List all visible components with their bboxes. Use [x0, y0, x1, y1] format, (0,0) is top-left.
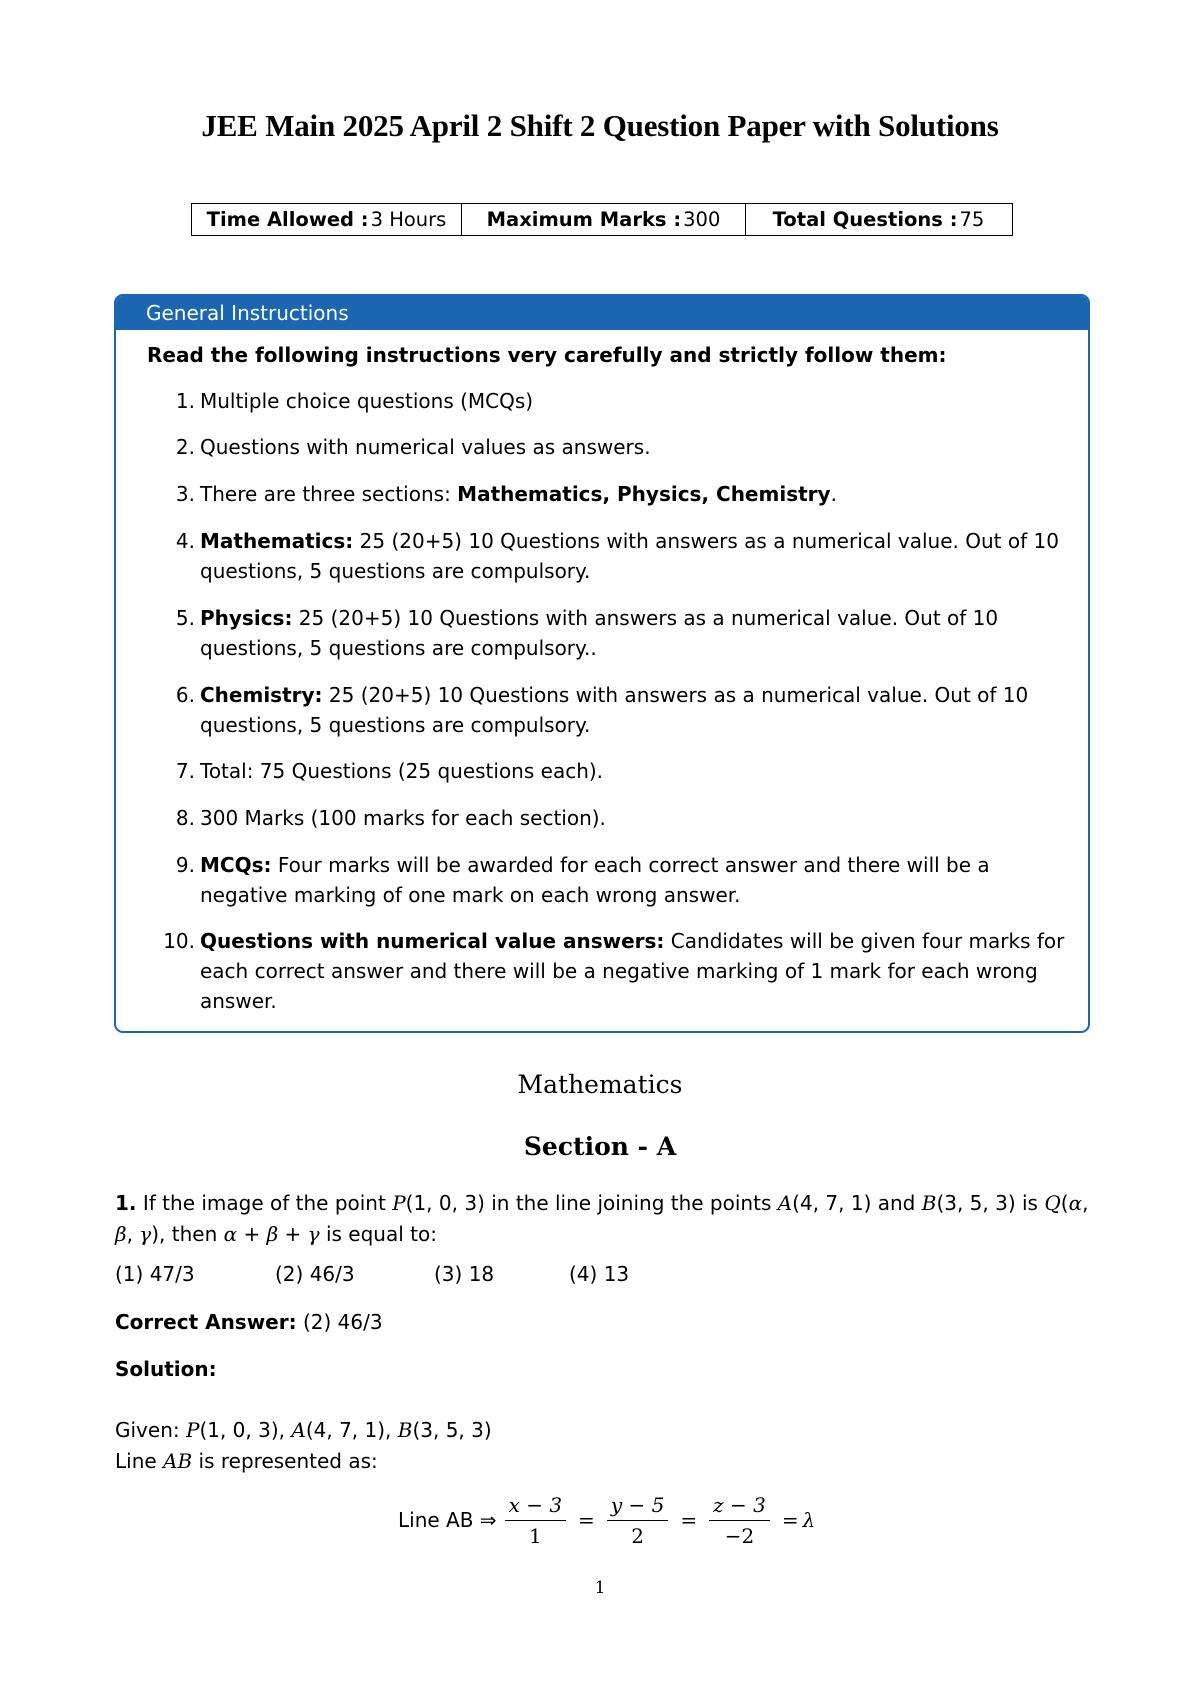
instruction-text: 25 (20+5) 10 Questions with answers as a numerical value. Out of 10 questions, 5 questions are compulsory.. — [200, 606, 999, 660]
correct-answer-value: (2) 46/3 — [302, 1310, 383, 1334]
instruction-text: 25 (20+5) 10 Questions with answers as a numerical value. Out of 10 questions, 5 questions are compulsory. — [200, 529, 1059, 583]
instruction-number: 8. — [175, 806, 195, 830]
instruction-bold: Physics: — [200, 606, 293, 630]
instruction-number: 7. — [175, 759, 195, 783]
instruction-bold: MCQs: — [200, 853, 272, 877]
instruction-number: 6. — [175, 683, 195, 707]
correct-answer-label: Correct Answer: — [115, 1310, 297, 1334]
instruction-item — [175, 680, 1080, 740]
instruction-item — [175, 850, 1080, 910]
general-instructions-box — [114, 294, 1090, 1033]
instruction-text: There are three sections: — [200, 482, 458, 506]
option-1: (1) 47/3 — [115, 1262, 195, 1286]
correct-answer — [115, 1310, 383, 1334]
page-number: 1 — [594, 1578, 606, 1598]
question-number: 1. — [115, 1191, 137, 1215]
instruction-item — [175, 803, 1080, 833]
instruction-number: 5. — [175, 606, 195, 630]
maximum-marks-value: 300 — [683, 208, 721, 231]
instruction-item — [163, 926, 1080, 1016]
line-equation: Line AB ⇒ $\frac{x - 3}{1}$ = $\frac{y - 5}{2}$ = $\frac{z - 3}{-2}$ = λ — [398, 1492, 816, 1548]
instruction-text: Candidates will be given four marks for each correct answer and there will be a negative marking of 1 mark for each wrong answer. — [200, 929, 1065, 1013]
lambda-symbol: λ — [802, 1508, 816, 1532]
given-points: Given: P(1, 0, 3), A(4, 7, 1), B(3, 5, 3) — [115, 1418, 492, 1442]
instruction-bold: Chemistry: — [200, 683, 323, 707]
page-title: JEE Main 2025 April 2 Shift 2 Question Paper with Solutions — [201, 108, 999, 143]
total-questions-value: 75 — [959, 208, 985, 231]
instruction-text: 25 (20+5) 10 Questions with answers as a numerical value. Out of 10 questions, 5 questions are compulsory. — [200, 683, 1029, 737]
instruction-number: 9. — [175, 853, 195, 877]
instruction-number: 1. — [175, 389, 195, 413]
instruction-item — [175, 432, 1080, 462]
time-allowed-cell — [192, 204, 462, 235]
instruction-item — [175, 526, 1080, 586]
instruction-item — [175, 756, 1080, 786]
instruction-text-end: . — [830, 482, 837, 506]
fraction-x: $\frac{x - 3}{1}$ — [505, 1493, 566, 1548]
fraction-y: $\frac{y - 5}{2}$ — [607, 1493, 669, 1548]
instruction-text: Questions with numerical values as answers. — [200, 435, 651, 459]
time-allowed-value: 3 Hours — [370, 208, 447, 231]
line-description: Line AB is represented as: — [115, 1449, 378, 1473]
instruction-number: 3. — [175, 482, 195, 506]
question-text: 1. If the image of the point P(1, 0, 3) in the line joining the points A(4, 7, 1) and B(3, 5, 3) is Q(α, β, γ), then α + β + γ is equal to: — [115, 1191, 1089, 1246]
instructions-lead: Read the following instructions very carefully and strictly follow them: — [147, 343, 947, 367]
option-4: (4) 13 — [569, 1262, 630, 1286]
maximum-marks-label: Maximum Marks : — [486, 208, 682, 231]
total-questions-label: Total Questions : — [772, 208, 958, 231]
option-2: (2) 46/3 — [275, 1262, 355, 1286]
instruction-number: 2. — [175, 435, 195, 459]
instruction-number: 4. — [175, 529, 195, 553]
solution-label: Solution: — [115, 1357, 217, 1381]
instruction-text: 300 Marks (100 marks for each section). — [200, 806, 606, 830]
time-allowed-label: Time Allowed : — [206, 208, 369, 231]
section-heading: Section - A — [523, 1132, 677, 1161]
maximum-marks-cell — [462, 204, 746, 235]
instruction-item — [175, 479, 1080, 509]
equation-label: Line AB ⇒ — [398, 1508, 497, 1532]
exam-meta-table — [191, 203, 1013, 236]
total-questions-cell — [746, 204, 1011, 235]
general-instructions-heading: General Instructions — [116, 296, 1088, 330]
instruction-text: Four marks will be awarded for each correct answer and there will be a negative marking of one mark on each wrong answer. — [200, 853, 990, 907]
instruction-bold: Questions with numerical value answers: — [200, 929, 665, 953]
subject-heading: Mathematics — [517, 1070, 683, 1099]
instruction-item — [175, 386, 1080, 416]
line-description-text: is represented as: — [198, 1449, 378, 1473]
instruction-number: 10. — [163, 929, 195, 953]
option-3: (3) 18 — [434, 1262, 495, 1286]
instruction-text: Total: 75 Questions (25 questions each). — [200, 759, 604, 783]
instruction-text: Multiple choice questions (MCQs) — [200, 389, 534, 413]
instruction-bold: Mathematics: — [200, 529, 354, 553]
instruction-item — [175, 603, 1080, 663]
instruction-bold: Mathematics, Physics, Chemistry — [457, 482, 831, 506]
fraction-z: $\frac{z - 3}{-2}$ — [709, 1493, 770, 1548]
